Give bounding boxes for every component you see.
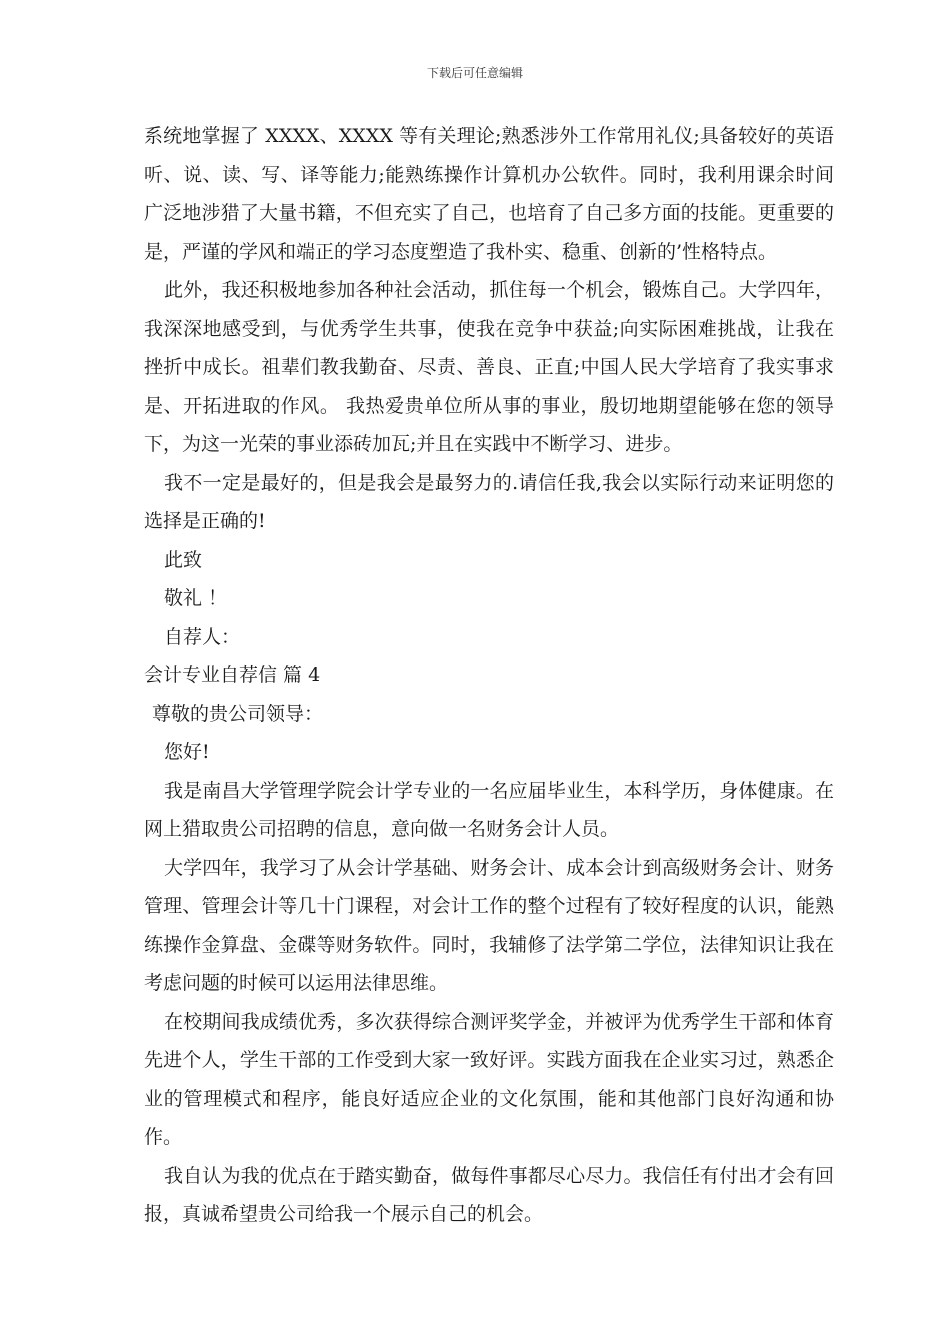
closing-line: 敬礼 ！ bbox=[164, 587, 228, 609]
salutation: 尊敬的贵公司领导： bbox=[152, 702, 324, 725]
closing-line: 此致 bbox=[164, 548, 203, 571]
signature-line: 自荐人： bbox=[164, 625, 241, 648]
section-title: 会计专业自荐信 篇 4 bbox=[144, 664, 321, 686]
paragraph: 我自认为我的优点在于踏实勤奋，做每件事都尽心尽力。我信任有付出才会有回报，真诚希望贵公司给我一个展示自己的机会。 bbox=[144, 1164, 834, 1225]
page-header: 下载后可任意编辑 bbox=[426, 66, 523, 80]
paragraph: 我是南昌大学管理学院会计学专业的一名应届毕业生，本科学历，身体健康。在网上猎取贵公司招聘的信息，意向做一名财务会计人员。 bbox=[144, 779, 834, 840]
paragraph: 系统地掌握了 XXXX、XXXX 等有关理论;熟悉涉外工作常用礼仪;具备较好的英语听、说、读、写、译等能力;能熟练操作计算机办公软件。同时，我利用课余时间广泛地涉猎了大量书籍，不但充实了自己，也培育了自己多方面的技能。更重要的是，严谨的学风和端正的学习态度塑造了我朴实、稳重、创新的’性格特点。 bbox=[144, 125, 834, 263]
greeting: 您好! bbox=[164, 741, 210, 763]
paragraph: 大学四年，我学习了从会计学基础、财务会计、成本会计到高级财务会计、财务管理、管理会计等几十门课程，对会计工作的整个过程有了较好程度的认识，能熟练操作金算盘、金碟等财务软件。同时，我辅修了法学第二学位，法律知识让我在考虑问题的时候可以运用法律思维。 bbox=[144, 856, 834, 994]
paragraph: 此外，我还积极地参加各种社会活动，抓住每一个机会，锻炼自己。大学四年，我深深地感受到，与优秀学生共事，使我在竞争中获益;向实际困难挑战，让我在挫折中成长。祖辈们教我勤奋、尽责、善良、正直;中国人民大学培育了我实事求是、开拓进取的作风。 我热爱贵单位所从事的事业，殷切地期望能够在您的领导下，为这一光荣的事业添砖加瓦;并且在实践中不断学习、进步。 bbox=[144, 279, 834, 455]
document-body bbox=[144, 117, 834, 1234]
paragraph: 在校期间我成绩优秀，多次获得综合测评奖学金，并被评为优秀学生干部和体育先进个人，学生干部的工作受到大家一致好评。实践方面我在企业实习过，熟悉企业的管理模式和程序，能良好适应企业的文化氛围，能和其他部门良好沟通和协作。 bbox=[144, 1010, 834, 1148]
paragraph: 我不一定是最好的，但是我会是最努力的.请信任我,我会以实际行动来证明您的选择是正确的! bbox=[144, 471, 834, 532]
